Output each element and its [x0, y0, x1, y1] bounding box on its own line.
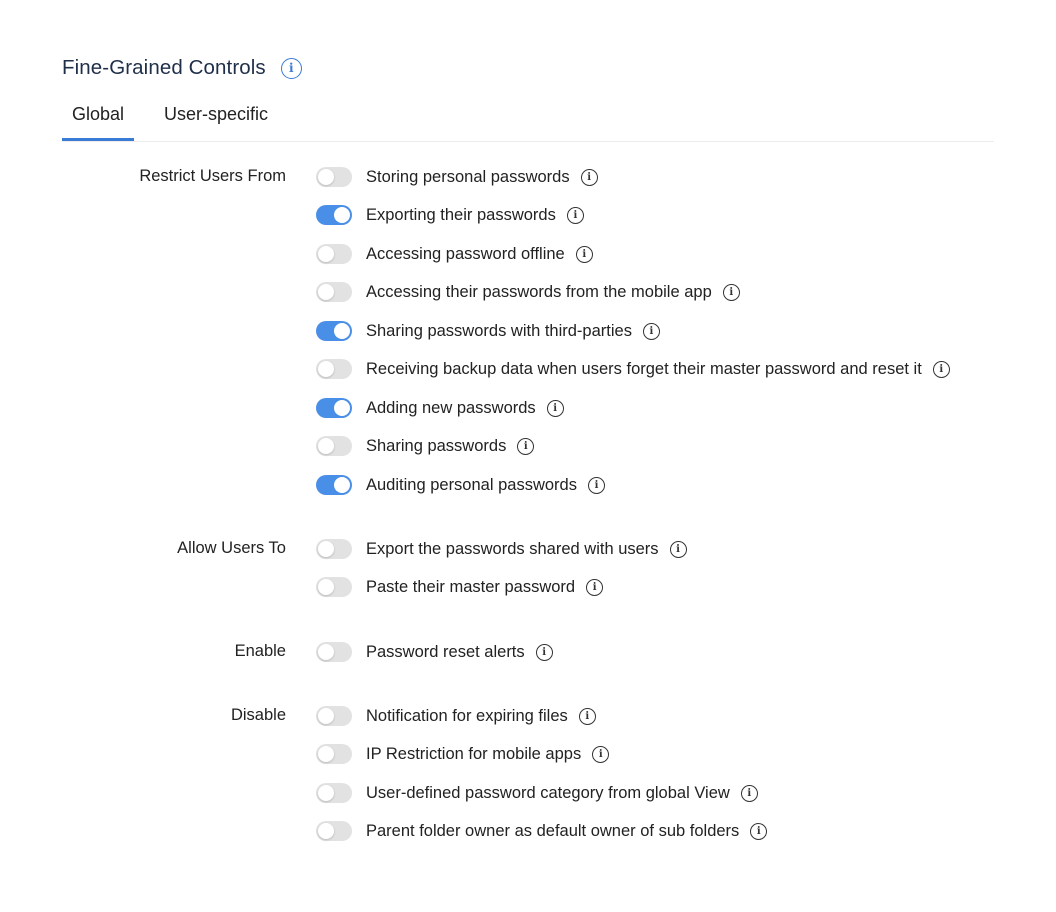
toggle-switch[interactable]: [316, 282, 352, 302]
toggle-switch[interactable]: [316, 359, 352, 379]
option-row: [316, 537, 687, 561]
option-label: Parent folder owner as default owner of sub folders: [366, 821, 740, 840]
toggle-switch[interactable]: [316, 744, 352, 764]
info-icon[interactable]: i: [670, 541, 687, 558]
option-label: Notification for expiring files: [366, 706, 568, 725]
toggle-knob: [318, 644, 334, 660]
toggle-knob: [334, 323, 350, 339]
section-label: Disable: [230, 706, 286, 724]
info-icon[interactable]: i: [581, 169, 598, 186]
option-row: [316, 280, 740, 304]
option-row: [316, 203, 584, 227]
info-icon[interactable]: i: [281, 58, 302, 79]
toggle-switch[interactable]: [316, 706, 352, 726]
toggle-knob: [318, 823, 334, 839]
section-label: Restrict Users From: [139, 167, 286, 185]
option-row: [316, 640, 553, 664]
toggle-knob: [318, 746, 334, 762]
toggle-knob: [318, 169, 334, 185]
toggle-knob: [318, 708, 334, 724]
toggle-switch[interactable]: [316, 244, 352, 264]
option-row: [316, 357, 950, 381]
option-row: [316, 742, 609, 766]
toggle-switch[interactable]: [316, 783, 352, 803]
option-label: User-defined password category from global View: [366, 783, 730, 802]
option-label: Exporting their passwords: [366, 205, 556, 224]
option-row: [316, 319, 660, 343]
section-label: Enable: [234, 642, 286, 660]
option-label: Receiving backup data when users forget their master password and reset it: [366, 359, 922, 378]
option-row: [316, 473, 605, 497]
toggle-knob: [318, 361, 334, 377]
option-label: Sharing passwords with third-parties: [366, 321, 632, 340]
info-icon[interactable]: i: [547, 400, 564, 417]
toggle-switch[interactable]: [316, 205, 352, 225]
toggle-switch[interactable]: [316, 577, 352, 597]
option-label: Adding new passwords: [366, 398, 536, 417]
toggle-switch[interactable]: [316, 642, 352, 662]
toggle-knob: [334, 400, 350, 416]
info-icon[interactable]: i: [643, 323, 660, 340]
option-row: [316, 704, 596, 728]
info-icon[interactable]: i: [536, 644, 553, 661]
info-icon[interactable]: i: [567, 207, 584, 224]
toggle-knob: [318, 785, 334, 801]
info-icon[interactable]: i: [750, 823, 767, 840]
info-icon[interactable]: i: [933, 361, 950, 378]
info-icon[interactable]: i: [517, 438, 534, 455]
toggle-switch[interactable]: [316, 539, 352, 559]
info-icon[interactable]: i: [579, 708, 596, 725]
option-label: Auditing personal passwords: [366, 475, 577, 494]
info-icon[interactable]: i: [723, 284, 740, 301]
option-row: [316, 781, 758, 805]
tab-global[interactable]: Global: [62, 100, 134, 140]
toggle-knob: [318, 579, 334, 595]
option-label: Accessing password offline: [366, 244, 565, 263]
section-label: Allow Users To: [177, 539, 286, 557]
option-row: [316, 575, 603, 599]
option-row: [316, 819, 767, 843]
toggle-knob: [318, 284, 334, 300]
option-label: Sharing passwords: [366, 436, 507, 455]
option-row: [316, 396, 564, 420]
toggle-switch[interactable]: [316, 821, 352, 841]
page-title: Fine-Grained Controls: [62, 56, 266, 79]
toggle-knob: [318, 438, 334, 454]
option-label: Paste their master password: [366, 577, 576, 596]
toggle-knob: [318, 246, 334, 262]
info-icon[interactable]: i: [576, 246, 593, 263]
toggle-switch[interactable]: [316, 436, 352, 456]
option-label: Accessing their passwords from the mobile app: [366, 282, 712, 301]
option-label: IP Restriction for mobile apps: [366, 744, 582, 763]
toggle-switch[interactable]: [316, 398, 352, 418]
tab-bar: [62, 100, 994, 142]
toggle-knob: [334, 207, 350, 223]
toggle-switch[interactable]: [316, 475, 352, 495]
option-row: [316, 165, 598, 189]
option-label: Password reset alerts: [366, 642, 525, 661]
option-row: [316, 434, 534, 458]
info-icon[interactable]: i: [588, 477, 605, 494]
page-header: [62, 54, 302, 82]
toggle-switch[interactable]: [316, 321, 352, 341]
option-label: Storing personal passwords: [366, 167, 570, 186]
toggle-switch[interactable]: [316, 167, 352, 187]
option-label: Export the passwords shared with users: [366, 539, 659, 558]
info-icon[interactable]: i: [592, 746, 609, 763]
toggle-knob: [318, 541, 334, 557]
tab-user-specific[interactable]: User-specific: [163, 104, 269, 124]
info-icon[interactable]: i: [741, 785, 758, 802]
info-icon[interactable]: i: [586, 579, 603, 596]
option-row: [316, 242, 593, 266]
toggle-knob: [334, 477, 350, 493]
